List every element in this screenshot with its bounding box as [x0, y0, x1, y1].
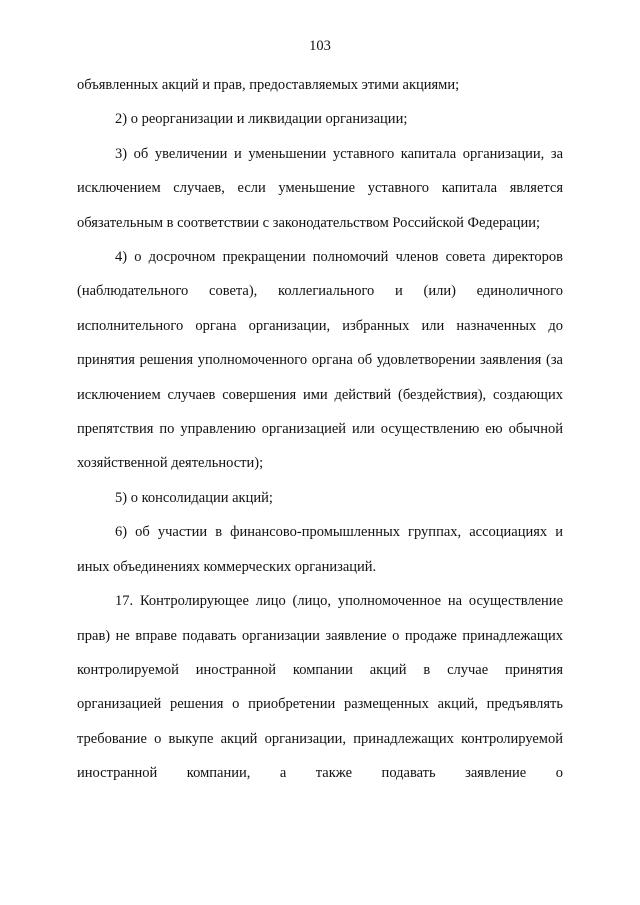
paragraph-item-5: 5) о консолидации акций; [115, 489, 273, 506]
document-body [77, 68, 563, 791]
paragraph-continuation: объявленных акций и прав, предоставляемых этими акциями; [77, 77, 460, 93]
page-number: 103 [309, 38, 331, 54]
paragraph-item-2: 2) о реорганизации и ликвидации организации; [115, 111, 408, 128]
paragraph-item-6: 6) об участии в финансово-промышленных группах, ассоциациях и иных объединениях коммерческих организаций. [77, 524, 563, 575]
paragraph-item-3: 3) об увеличении и уменьшении уставного капитала организации, за исключением случаев, если уменьшение уставного капитала является обязательным в соответствии с законодательством Российской Федерации; [77, 145, 563, 231]
paragraph-section-17: 17. Контролирующее лицо (лицо, уполномоченное на осуществление прав) не вправе подавать организации заявление о продаже принадлежащих контролируемой иностранной компании акций в случае принятия организацией решения о приобретении размещенных акций, предъявлять требование о выкупе акций организации, принадлежащих контролируемой иностранной компании, а также подавать заявление о [77, 593, 563, 782]
paragraph-item-4: 4) о досрочном прекращении полномочий членов совета директоров (наблюдательного совета), коллегиального и (или) единоличного исполнительного органа организации, избранных или назначенных до принятия решения уполномоченного органа об удовлетворении заявления (за исключением случаев совершения ими действий (бездействия), создающих препятствия по управлению организацией или осуществлению ею обычной хозяйственной деятельности); [77, 249, 563, 472]
